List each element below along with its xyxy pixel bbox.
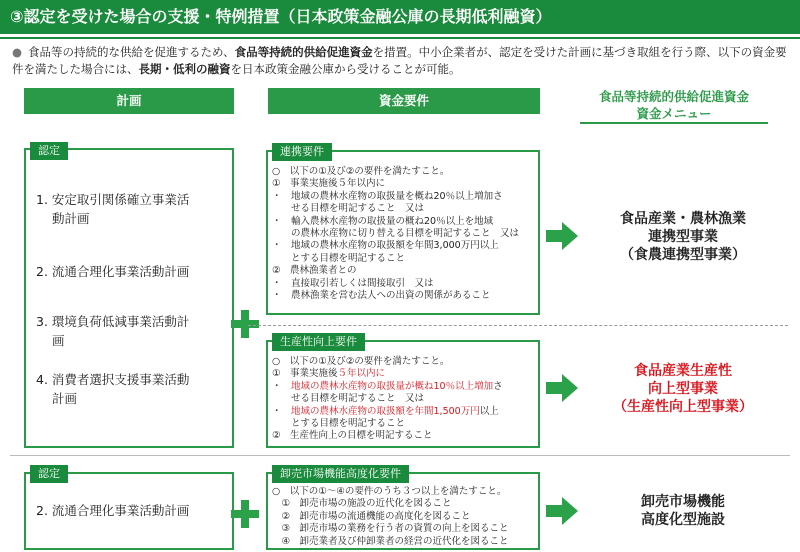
req3-line: ③ 卸売市場の業務を行う者の資質の向上を図ること — [272, 523, 509, 535]
req2-line — [272, 406, 538, 418]
req2-line — [272, 381, 538, 393]
requirement-2-text — [272, 356, 538, 443]
req1-line: ○ 以下の①及び②の要件を満たすこと。 — [272, 166, 450, 177]
header-menu — [560, 88, 788, 124]
req2-text: ○ 以下の①及び②の要件を満たすこと。 — [272, 356, 450, 367]
req3-line: ④ 卸売業者及び仲卸業者の経営の近代化を図ること — [272, 535, 509, 547]
header-menu-line2: 資金メニュー — [580, 105, 768, 124]
plan-item-3-line2: 画 — [52, 333, 65, 348]
req2-red-text: ５年以内に — [337, 368, 386, 380]
menu-1-line: 連携型事業 — [648, 229, 718, 245]
req2-text: とする目標を明記すること — [272, 418, 406, 430]
plus-icon — [231, 310, 259, 338]
arrow-right-icon — [546, 222, 578, 250]
menu-3 — [588, 493, 778, 529]
plan-item-2b: 2. 流通合理化事業活動計画 — [36, 503, 190, 518]
menu-2-line: 食品産業生産性 — [634, 363, 732, 379]
req3-line: ① 卸売市場の施設の近代化を図ること — [272, 498, 452, 510]
requirement-tag-2: 生産性向上要件 — [272, 333, 365, 351]
plan-item-1-line2: 動計画 — [52, 211, 90, 226]
intro-part1: 食品等の持続的な供給を促進するため、 — [28, 45, 235, 59]
menu-2-line: 向上型事業 — [648, 381, 718, 397]
req1-line: ・ 地域の農林水産物の取扱額を年間3,000万円以上 — [272, 240, 499, 252]
plus-icon — [231, 500, 259, 528]
req2-text: せる目標を明記すること 又は — [272, 393, 425, 405]
req2-text: ① 事業実施後 — [272, 368, 338, 380]
header-menu-line1: 食品等持続的供給促進資金 — [598, 89, 749, 104]
header-plan: 計画 — [24, 88, 234, 114]
req2-red-text: 地域の農林水産物の取扱額を年間1,500万円 — [291, 405, 480, 417]
intro-text — [12, 44, 792, 78]
plan-item-4-line1: 4. 消費者選択支援事業活動 — [36, 372, 190, 387]
req2-line — [272, 368, 538, 380]
intro-bold2: 長期・低利の融資 — [138, 62, 231, 76]
bullet-icon: ● — [12, 45, 23, 59]
intro-part3: を日本政策金融公庫から受けることが可能。 — [230, 62, 461, 76]
arrow-right-icon — [546, 497, 578, 525]
req2-text: 以上 — [479, 405, 499, 417]
req2-line — [272, 430, 538, 442]
section-divider — [248, 325, 788, 326]
req2-text: ・ — [272, 405, 292, 417]
menu-1-line: （食農連携型事業） — [620, 247, 746, 263]
req2-text: ・ — [272, 380, 292, 392]
req1-line: の農林水産物に切り替える目標を明記すること 又は — [272, 228, 520, 240]
req1-line: ・ 地域の農林水産物の取扱量を概ね20％以上増加さ — [272, 190, 503, 202]
requirement-tag-3: 卸売市場機能高度化要件 — [272, 465, 409, 483]
req2-red-text: 地域の農林水産物の取扱量が概ね10％以上増加 — [291, 380, 494, 392]
req1-line: とする目標を明記すること — [272, 252, 406, 264]
plan-item-4-line2: 計画 — [52, 391, 78, 406]
req1-line: せる目標を明記すること 又は — [272, 203, 425, 215]
req1-line: ② 農林漁業者との — [272, 265, 357, 277]
plan-item-4 — [36, 370, 226, 408]
page-title: ③認定を受けた場合の支援・特例措置（日本政策金融公庫の長期低利融資） — [0, 0, 800, 34]
plan-tag-1: 認定 — [30, 142, 68, 160]
menu-3-line: 高度化型施設 — [641, 512, 725, 528]
requirement-tag-1: 連携要件 — [272, 143, 332, 161]
requirement-1-text — [272, 166, 538, 302]
req2-text: ② 生産性向上の目標を明記すること — [272, 430, 433, 442]
plan-item-3-line1: 3. 環境負荷低減事業活動計 — [36, 314, 190, 329]
req2-line — [272, 393, 538, 405]
intro-part2: を措置。中小企業者が、認定を受けた計画に基づき取組を行う際、以下の資金要件を満たした場合には、 — [12, 45, 787, 76]
req1-line: ・ 直接取引若しくは間接取引 又は — [272, 277, 434, 289]
menu-3-line: 卸売市場機能 — [641, 494, 725, 510]
title-underline — [0, 37, 800, 39]
menu-1 — [588, 210, 778, 264]
req2-line — [272, 356, 538, 368]
menu-1-line: 食品産業・農林漁業 — [620, 211, 746, 227]
menu-2 — [588, 362, 778, 416]
plan-item-3 — [36, 312, 226, 350]
req2-line — [272, 418, 538, 430]
req1-line: ・ 輸入農林水産物の取扱量の概ね20％以上を地域 — [272, 215, 494, 227]
plan-tag-2: 認定 — [30, 465, 68, 483]
req3-line: ② 卸売市場の流通機能の高度化を図ること — [272, 510, 471, 522]
req2-text: さ — [493, 380, 503, 392]
header-requirement: 資金要件 — [268, 88, 540, 114]
req1-line: ・ 農林漁業を営む法人への出資の関係があること — [272, 290, 491, 302]
menu-2-line: （生産性向上型事業） — [613, 399, 753, 415]
arrow-right-icon — [546, 374, 578, 402]
requirement-3-text — [272, 486, 538, 548]
plan-item-1 — [36, 190, 226, 228]
req3-line: ○ 以下の①～④の要件のうち３つ以上を満たすこと。 — [272, 486, 507, 497]
intro-bold1: 食品等持続的供給促進資金 — [234, 45, 373, 59]
plan-item-2: 2. 流通合理化事業活動計画 — [36, 264, 190, 279]
req1-line: ① 事業実施後５年以内に — [272, 178, 386, 190]
plan-item-1-line1: 1. 安定取引関係確立事業活 — [36, 192, 190, 207]
section-divider — [10, 455, 790, 456]
